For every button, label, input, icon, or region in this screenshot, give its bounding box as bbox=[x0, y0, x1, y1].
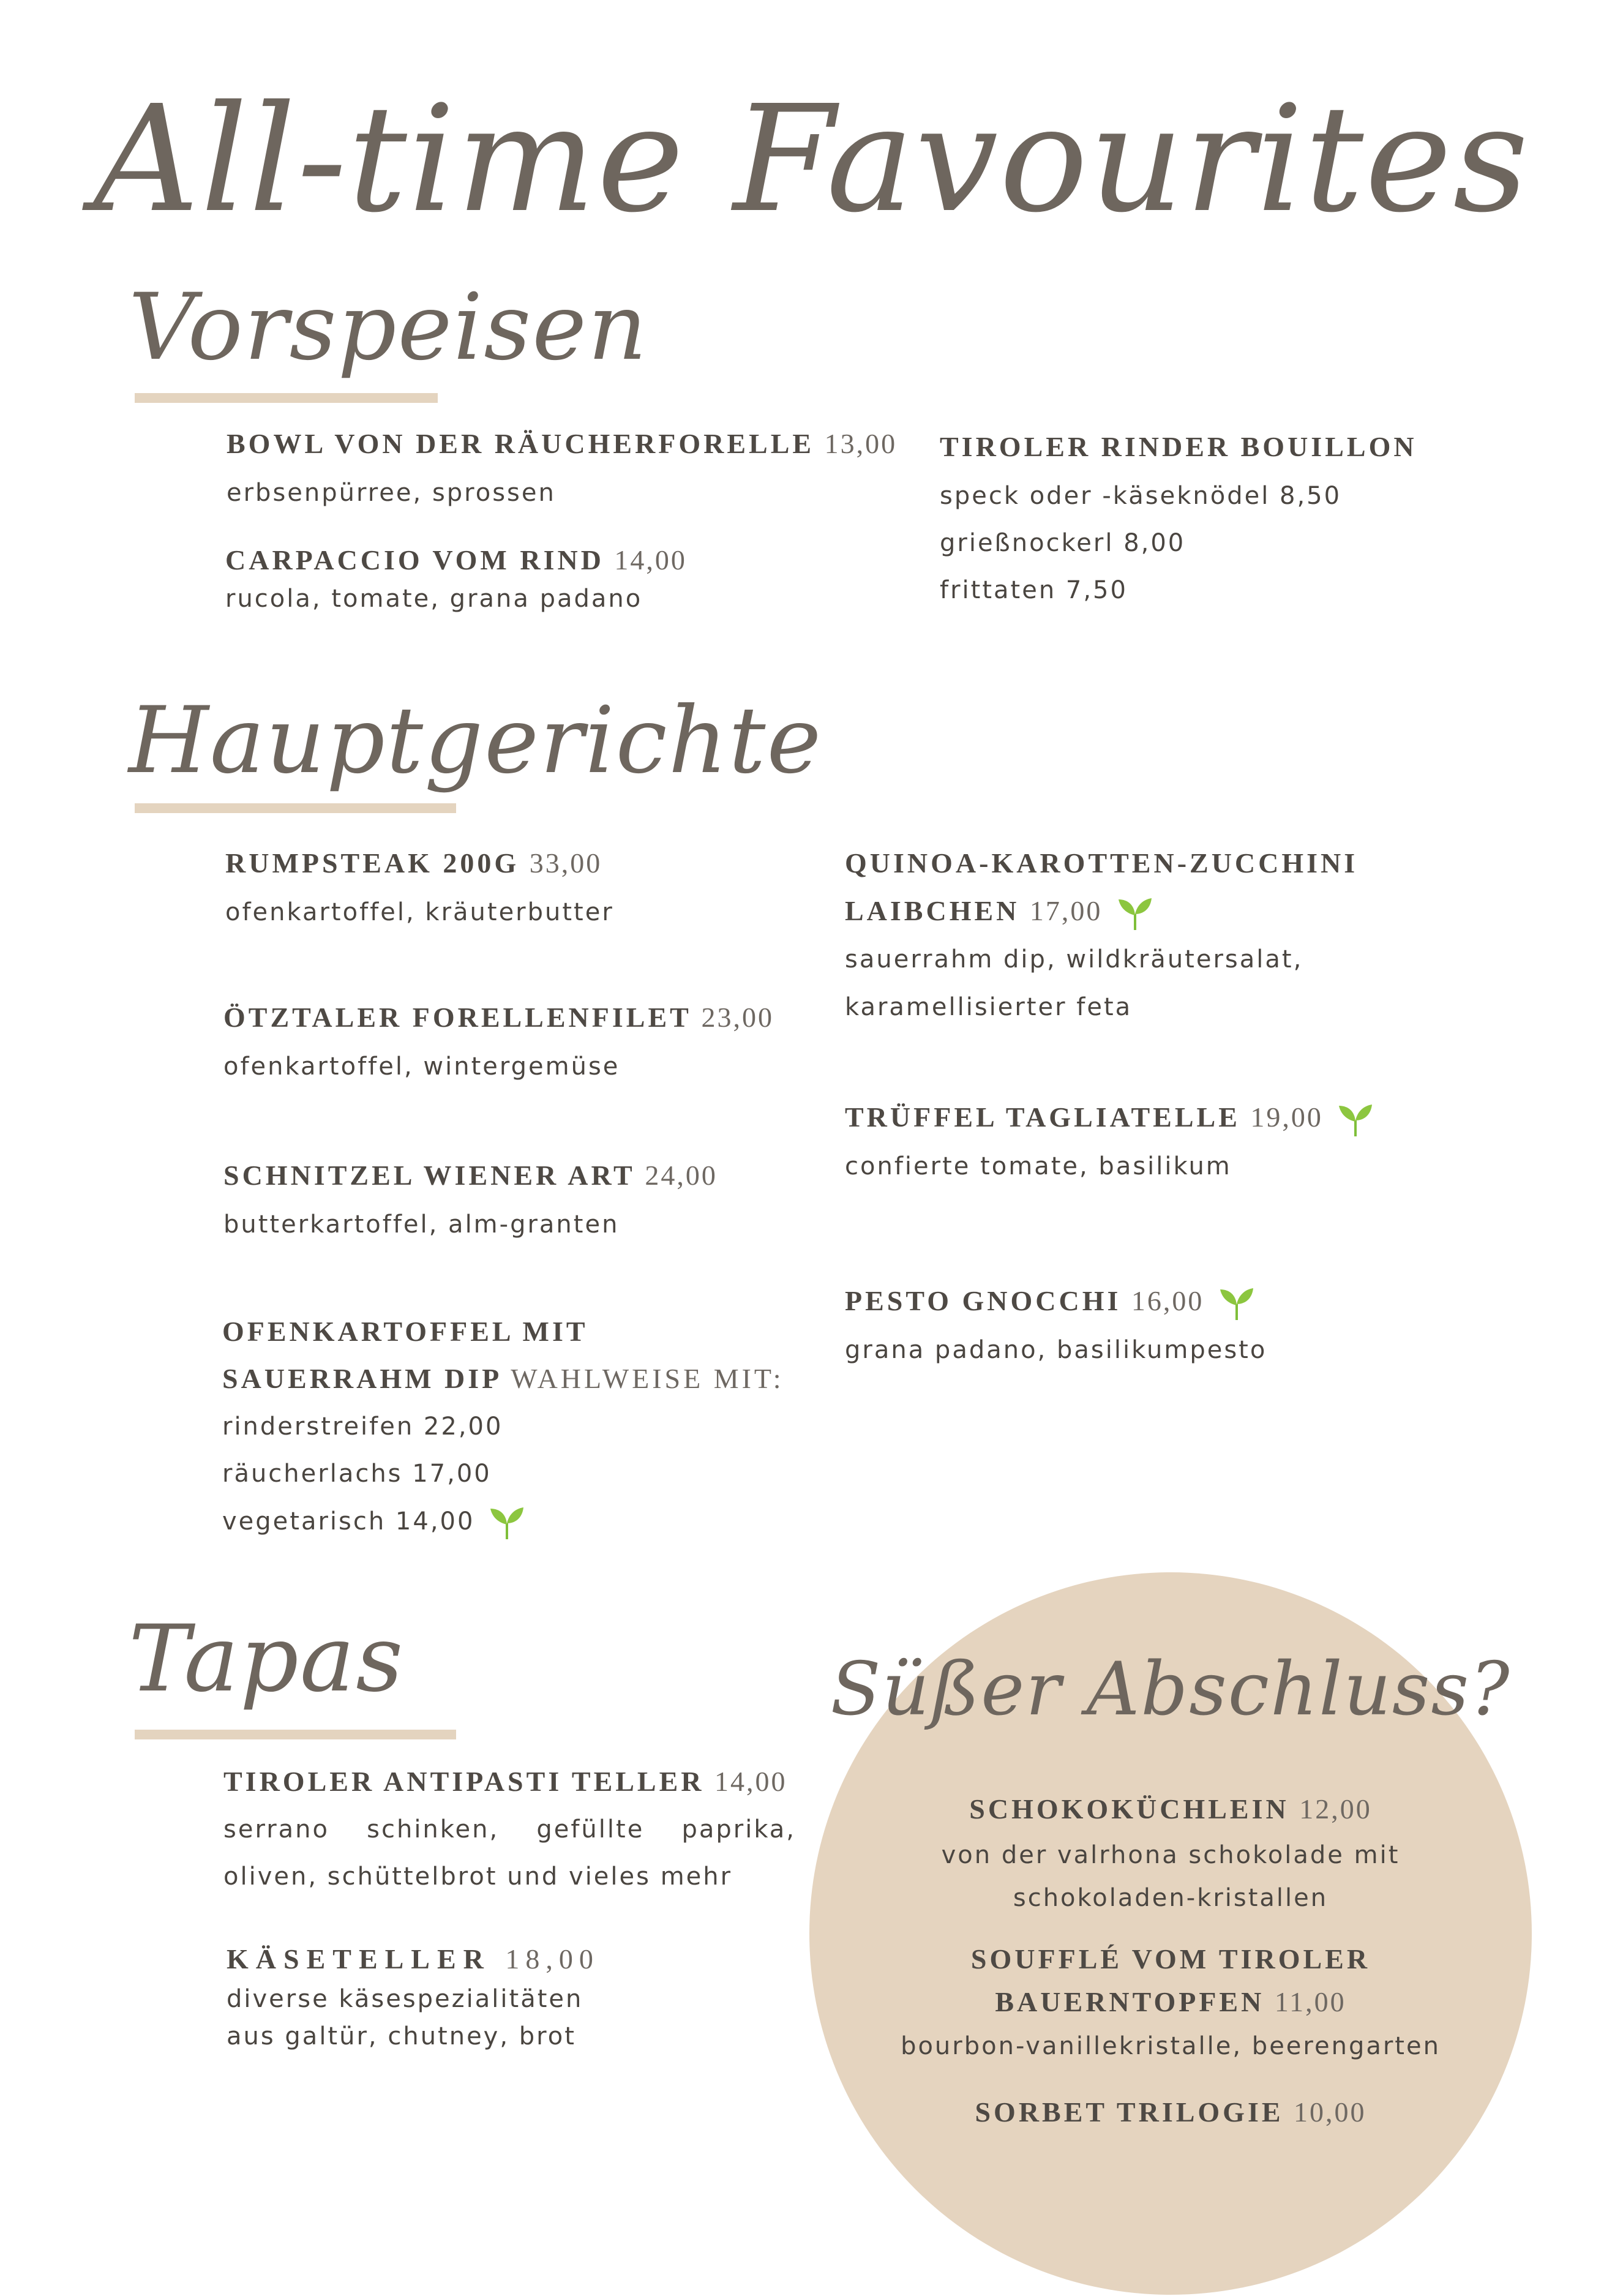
leaf-icon bbox=[1336, 1102, 1374, 1138]
dish-description: sauerrahm dip, wildkräutersalat, bbox=[845, 945, 1303, 974]
dish-name: SCHOKOKÜCHLEIN 12,00 bbox=[969, 1793, 1372, 1825]
dish-name: SORBET TRILOGIE 10,00 bbox=[975, 2096, 1366, 2128]
section-underline bbox=[135, 1730, 456, 1739]
dish-name: SCHNITZEL WIENER ART 24,00 bbox=[223, 1160, 718, 1191]
dish-name: SOUFFLÉ VOM TIROLER bbox=[970, 1943, 1371, 1975]
dish-price: 11,00 bbox=[1274, 1986, 1346, 2017]
dish-name: BAUERNTOPFEN 11,00 bbox=[995, 1986, 1346, 2017]
dish-description: serrano schinken, gefüllte paprika, bbox=[223, 1815, 796, 1844]
dish-price: 33,00 bbox=[529, 847, 602, 879]
dish-price: 13,00 bbox=[824, 428, 898, 459]
dish-option: grießnockerl 8,00 bbox=[940, 529, 1186, 557]
dish-price: 18,00 bbox=[505, 1943, 599, 1975]
dish-description: diverse käsespezialitäten bbox=[227, 1985, 583, 2013]
section-heading-hauptgerichte: Hauptgerichte bbox=[129, 688, 823, 794]
dish-name: BOWL VON DER RÄUCHERFORELLE 13,00 bbox=[227, 428, 898, 459]
dish-price: 14,00 bbox=[614, 544, 687, 576]
dish-name: QUINOA-KAROTTEN-ZUCCHINI bbox=[845, 847, 1359, 879]
dish-price: 10,00 bbox=[1294, 2096, 1366, 2128]
leaf-icon bbox=[1218, 1286, 1256, 1321]
dish-name: RUMPSTEAK 200G 33,00 bbox=[225, 847, 602, 879]
dish-name: CARPACCIO VOM RIND 14,00 bbox=[225, 544, 687, 576]
dish-description: bourbon-vanillekristalle, beerengarten bbox=[901, 2032, 1441, 2060]
dish-description: aus galtür, chutney, brot bbox=[227, 2022, 576, 2050]
dish-description: butterkartoffel, alm-granten bbox=[223, 1210, 620, 1239]
dish-name: SAUERRAHM DIP WAHLWEISE MIT: bbox=[222, 1363, 784, 1394]
dish-price: 17,00 bbox=[1029, 895, 1103, 926]
dish-description: rucola, tomate, grana padano bbox=[225, 585, 643, 613]
dish-description: ofenkartoffel, wintergemüse bbox=[223, 1052, 620, 1081]
dish-option: speck oder -käseknödel 8,50 bbox=[940, 482, 1342, 510]
dish-description: ofenkartoffel, kräuterbutter bbox=[225, 898, 614, 926]
dish-name: KÄSETELLER 18,00 bbox=[227, 1943, 599, 1975]
dish-name: TIROLER RINDER BOUILLON bbox=[940, 431, 1417, 462]
dish-price: 19,00 bbox=[1250, 1101, 1323, 1133]
section-heading-vorspeisen: Vorspeisen bbox=[129, 274, 648, 381]
dish-name: TIROLER ANTIPASTI TELLER 14,00 bbox=[223, 1766, 787, 1797]
dish-name: TRÜFFEL TAGLIATELLE 19,00 bbox=[845, 1099, 1374, 1138]
dish-name: ÖTZTALER FORELLENFILET 23,00 bbox=[223, 1002, 774, 1033]
dish-suffix: WAHLWEISE MIT: bbox=[511, 1363, 784, 1394]
section-heading-tapas: Tapas bbox=[129, 1606, 405, 1713]
dish-price: 16,00 bbox=[1131, 1285, 1204, 1316]
section-underline bbox=[135, 393, 438, 403]
dish-price: 23,00 bbox=[701, 1002, 774, 1033]
dish-description: von der valrhona schokolade mit bbox=[941, 1841, 1400, 1869]
dish-description: erbsenpürree, sprossen bbox=[227, 479, 556, 507]
dish-price: 14,00 bbox=[714, 1766, 787, 1797]
dish-price: 12,00 bbox=[1299, 1793, 1372, 1825]
page-title: All-time Favourites bbox=[93, 73, 1530, 245]
leaf-icon bbox=[488, 1505, 526, 1540]
dish-description: karamellisierter feta bbox=[845, 993, 1133, 1021]
section-underline bbox=[135, 803, 456, 813]
dish-name: OFENKARTOFFEL MIT bbox=[222, 1316, 588, 1347]
dish-price: 24,00 bbox=[645, 1160, 718, 1191]
dish-description: schokoladen-kristallen bbox=[1013, 1884, 1329, 1912]
dish-description: confierte tomate, basilikum bbox=[845, 1152, 1232, 1180]
dish-option: räucherlachs 17,00 bbox=[222, 1460, 492, 1488]
dish-description: oliven, schüttelbrot und vieles mehr bbox=[223, 1863, 733, 1891]
section-heading-dessert: Süßer Abschluss? bbox=[830, 1647, 1511, 1732]
dish-name: LAIBCHEN 17,00 bbox=[845, 893, 1154, 931]
dish-option: rinderstreifen 22,00 bbox=[222, 1412, 503, 1441]
dish-option: vegetarisch 14,00 bbox=[222, 1503, 526, 1540]
dish-option: frittaten 7,50 bbox=[940, 576, 1128, 604]
leaf-icon bbox=[1116, 896, 1154, 931]
dish-name: PESTO GNOCCHI 16,00 bbox=[845, 1283, 1256, 1321]
dish-description: grana padano, basilikumpesto bbox=[845, 1336, 1267, 1364]
